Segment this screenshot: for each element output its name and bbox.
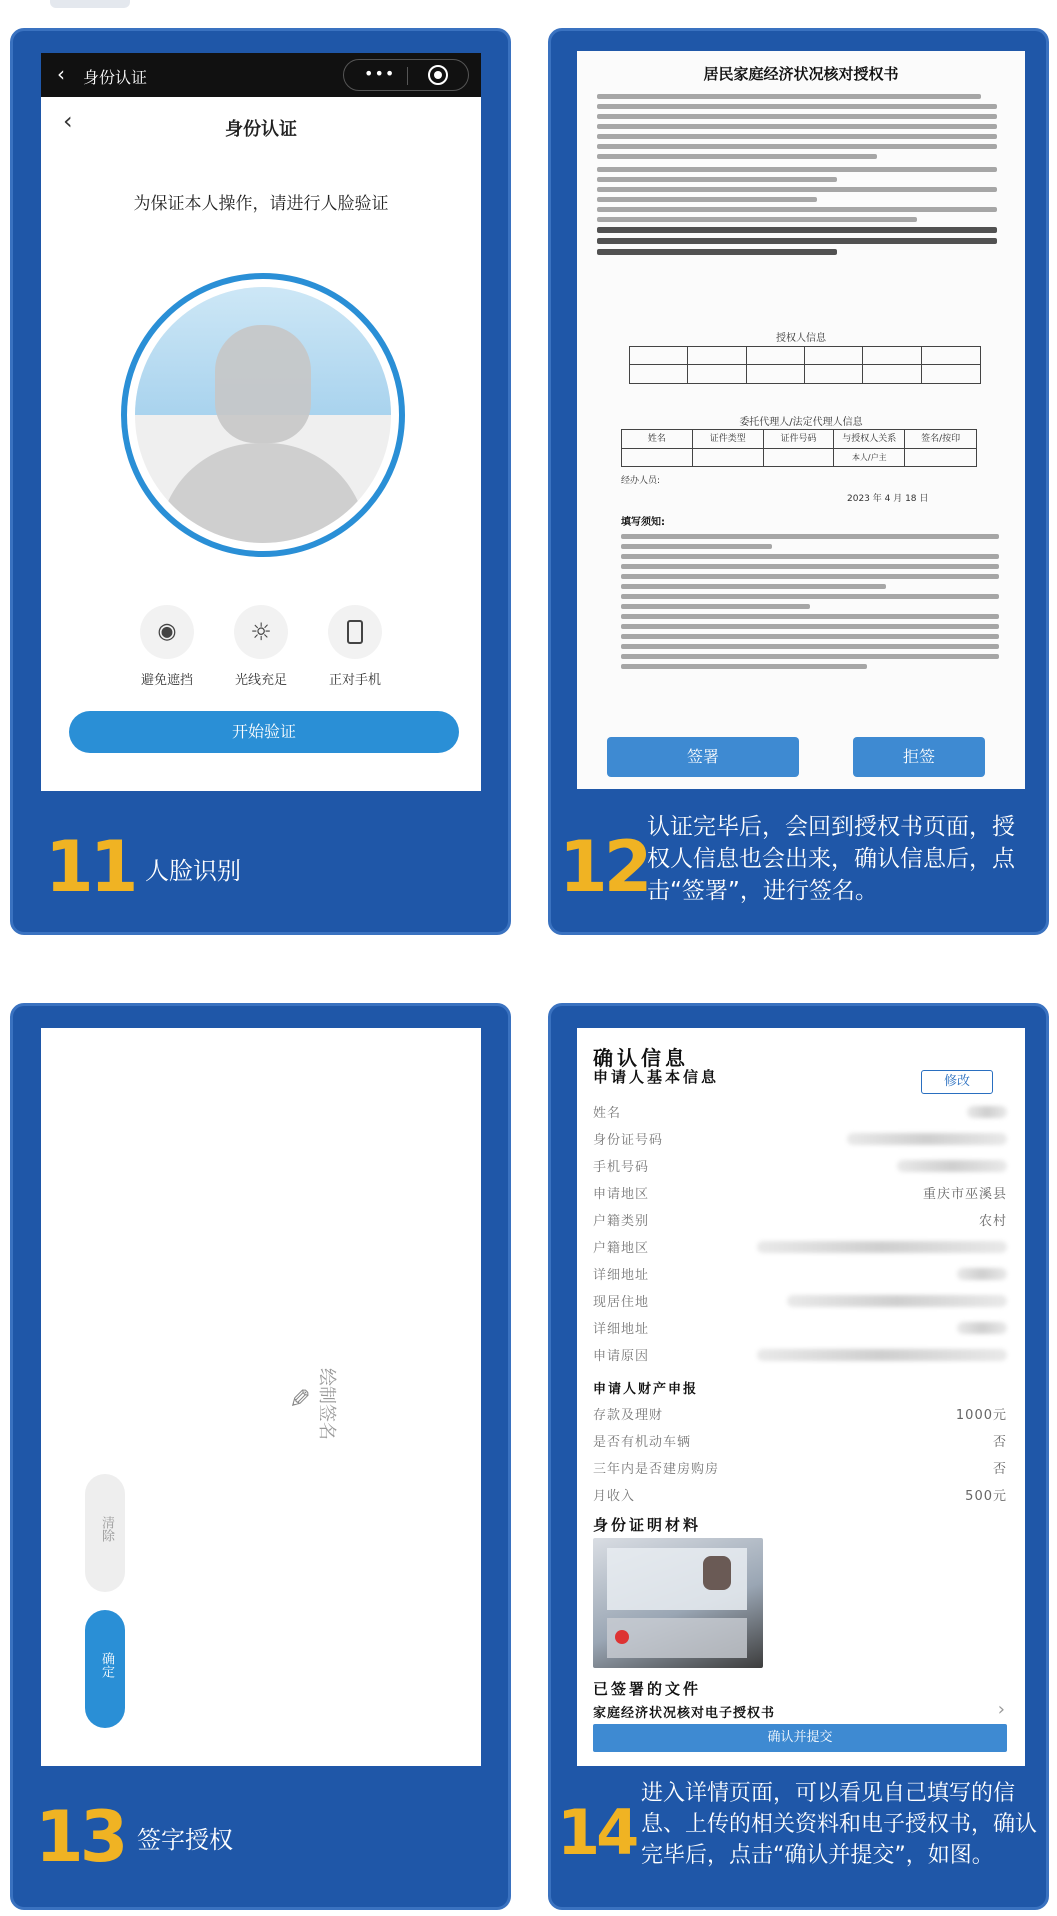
document-screen (577, 51, 1025, 789)
handler-label: 经办人员: (621, 476, 661, 486)
info-row (593, 1264, 1007, 1290)
doc-title: 居民家庭经济状况核对授权书 (703, 65, 899, 83)
tip-label: 避免遮挡 (140, 673, 193, 688)
info-row (593, 1183, 1007, 1209)
row-value: 500元 (965, 1489, 1007, 1504)
nav-back-icon[interactable]: ‹ (63, 107, 73, 135)
agent-header: 姓名 (622, 430, 693, 449)
notice-title: 填写须知: (621, 517, 665, 528)
panel-signature (10, 1003, 511, 1910)
row-label: 户籍类别 (593, 1214, 650, 1229)
info-row (593, 1156, 1007, 1182)
redacted-value (757, 1241, 1007, 1253)
step-number: 13 (35, 1796, 125, 1878)
tip-label: 光线充足 (234, 673, 287, 688)
redacted-value (957, 1268, 1007, 1280)
row-label: 存款及理财 (593, 1408, 664, 1423)
info-row (593, 1210, 1007, 1236)
phone-icon (328, 605, 382, 659)
redacted-value (757, 1349, 1007, 1361)
row-label: 详细地址 (593, 1322, 650, 1337)
step-caption: 进入详情页面，可以看见自己填写的信息、上传的相关资料和电子授权书，确认完毕后，点击“确认并提交”，如图。 (641, 1781, 1038, 1868)
confirm-button-label: 确定 (99, 1652, 114, 1678)
avatar-head (215, 325, 311, 443)
tip-face-phone (317, 605, 393, 688)
confirm-screen (577, 1028, 1025, 1766)
start-verify-button[interactable]: 开始验证 (69, 711, 459, 753)
signed-doc-link[interactable] (593, 1699, 1005, 1722)
section-auth-title: 授权人信息 (776, 333, 826, 344)
id-card-photo[interactable] (593, 1538, 763, 1668)
info-row (593, 1291, 1007, 1317)
redacted-value (787, 1295, 1007, 1307)
redacted-value (897, 1160, 1007, 1172)
top-stub (50, 0, 130, 8)
mini-program-topbar (41, 53, 481, 97)
redacted-value (957, 1322, 1007, 1334)
pen-icon: ✎ (282, 1387, 313, 1409)
reject-button[interactable]: 拒签 (853, 737, 985, 777)
chevron-right-icon: › (997, 1699, 1005, 1720)
submit-button[interactable]: 确认并提交 (593, 1724, 1007, 1752)
row-value: 否 (992, 1462, 1007, 1477)
info-row (593, 1404, 1007, 1430)
sign-button[interactable]: 签署 (607, 737, 799, 777)
step-caption: 认证完毕后，会回到授权书页面，授权人信息也会出来，确认信息后，点击“签署”，进行签名。 (647, 814, 1015, 904)
step-caption: 签字授权 (137, 1826, 233, 1854)
step-number: 12 (559, 826, 649, 908)
step-number: 11 (45, 826, 135, 908)
more-icon[interactable]: ••• (364, 64, 396, 83)
row-label: 姓名 (593, 1106, 622, 1121)
doc-body-text (597, 89, 997, 260)
agent-header: 签名/按印 (905, 430, 976, 449)
auth-table (629, 346, 981, 384)
signed-doc-name: 家庭经济状况核对电子授权书 (593, 1706, 776, 1721)
clear-button-label: 清除 (99, 1516, 114, 1542)
agent-header: 与授权人关系 (834, 430, 905, 449)
info-row (593, 1458, 1007, 1484)
tip-label: 正对手机 (328, 673, 381, 688)
basic-info-title: 申请人基本信息 (593, 1068, 720, 1086)
signature-canvas[interactable] (41, 1028, 481, 1766)
row-label: 详细地址 (593, 1268, 650, 1283)
row-label: 申请原因 (593, 1349, 650, 1364)
redacted-value (847, 1133, 1007, 1145)
agent-header: 证件类型 (693, 430, 764, 449)
info-row (593, 1102, 1007, 1128)
phone-screen (41, 53, 481, 791)
instruction-text: 为保证本人操作，请进行人脸验证 (133, 194, 389, 214)
capsule-menu[interactable] (343, 59, 469, 91)
info-row (593, 1485, 1007, 1511)
signature-hint-text: 绘制签名 (316, 1368, 337, 1440)
panel-face-recognition (10, 28, 511, 935)
row-label: 三年内是否建房购房 (593, 1462, 720, 1477)
panel-confirm-info (548, 1003, 1049, 1910)
tip-light-enough (223, 605, 299, 688)
sun-icon: ☼ (234, 605, 288, 659)
info-row (593, 1129, 1007, 1155)
row-label: 手机号码 (593, 1160, 650, 1175)
confirm-button[interactable] (85, 1610, 125, 1728)
face-scan-area (135, 287, 391, 543)
info-row (593, 1318, 1007, 1344)
info-row (593, 1345, 1007, 1371)
info-row (593, 1431, 1007, 1457)
topbar-title: 身份认证 (83, 68, 148, 87)
nav-title: 身份认证 (225, 119, 297, 140)
tip-avoid-block (129, 605, 205, 688)
id-stamp (615, 1630, 629, 1644)
edit-button[interactable]: 修改 (921, 1070, 993, 1094)
id-photo-portrait (703, 1556, 731, 1590)
signed-docs-title: 已签署的文件 (593, 1680, 702, 1698)
id-material-title: 身份证明材料 (593, 1516, 702, 1534)
row-label: 申请地区 (593, 1187, 650, 1202)
clear-button[interactable] (85, 1474, 125, 1592)
redacted-value (967, 1106, 1007, 1118)
eye-icon: ◉ (140, 605, 194, 659)
face-frame (121, 273, 405, 557)
row-value: 农村 (978, 1214, 1007, 1229)
row-value: 否 (992, 1435, 1007, 1450)
row-label: 户籍地区 (593, 1241, 650, 1256)
signature-hint (221, 1368, 341, 1440)
divider (407, 67, 408, 85)
notice-text (621, 529, 999, 674)
avatar-shoulders (159, 443, 367, 543)
row-label: 现居住地 (593, 1295, 650, 1310)
row-value: 重庆市巫溪县 (922, 1187, 1007, 1202)
property-title: 申请人财产申报 (593, 1382, 699, 1397)
section-agent-title: 委托代理人/法定代理人信息 (739, 417, 863, 428)
panel-authorization (548, 28, 1049, 935)
info-row (593, 1237, 1007, 1263)
step-number: 14 (557, 1796, 636, 1869)
back-icon[interactable]: ‹ (57, 62, 65, 86)
doc-date: 2023 年 4 月 18 日 (847, 494, 929, 504)
agent-relation: 本人/户主 (834, 449, 905, 467)
step-caption: 人脸识别 (145, 857, 241, 885)
confirm-title: 确认信息 (593, 1046, 689, 1070)
row-label: 身份证号码 (593, 1133, 664, 1148)
agent-table (621, 429, 977, 467)
row-label: 月收入 (593, 1489, 636, 1504)
close-target-dot (434, 71, 442, 79)
row-label: 是否有机动车辆 (593, 1435, 692, 1450)
row-value: 1000元 (955, 1408, 1007, 1423)
agent-header: 证件号码 (764, 430, 835, 449)
